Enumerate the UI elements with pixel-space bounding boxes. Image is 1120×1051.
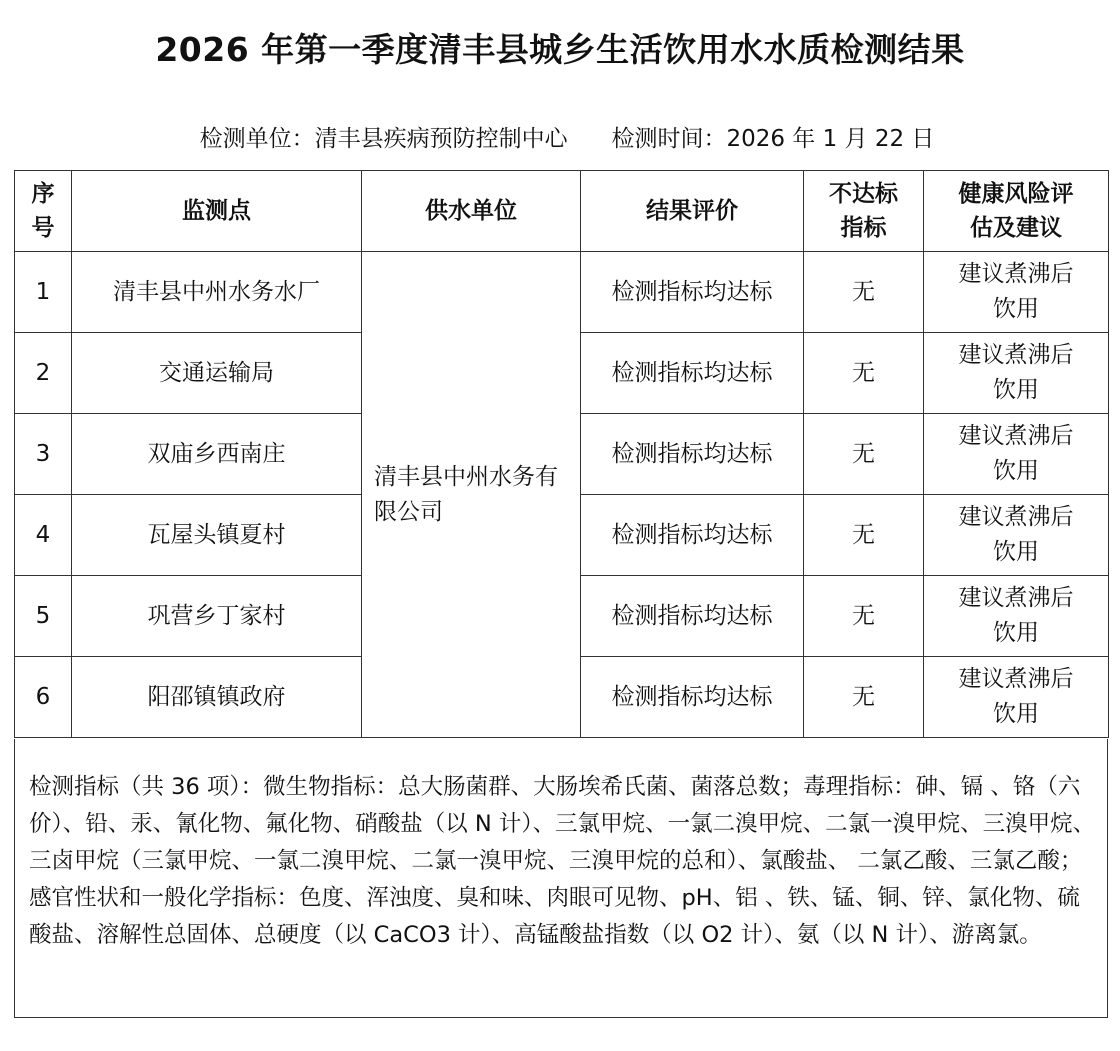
row-risk: 建议煮沸后 饮用 xyxy=(924,414,1109,495)
row-fail: 无 xyxy=(804,333,924,414)
row-risk: 建议煮沸后 饮用 xyxy=(924,252,1109,333)
row-result: 检测指标均达标 xyxy=(581,333,804,414)
row-site: 双庙乡西南庄 xyxy=(72,414,362,495)
row-result: 检测指标均达标 xyxy=(581,414,804,495)
row-fail: 无 xyxy=(804,252,924,333)
row-index: 5 xyxy=(15,576,72,657)
row-fail: 无 xyxy=(804,657,924,738)
row-site: 清丰县中州水务水厂 xyxy=(72,252,362,333)
row-index: 2 xyxy=(15,333,72,414)
row-fail: 无 xyxy=(804,495,924,576)
testing-date: 检测时间：2026 年 1 月 22 日 xyxy=(611,126,935,152)
row-index: 6 xyxy=(15,657,72,738)
supplier-cell: 清丰县中州水务有限公司 xyxy=(362,252,581,738)
header-supplier: 供水单位 xyxy=(362,171,581,252)
row-result: 检测指标均达标 xyxy=(581,576,804,657)
header-row xyxy=(15,171,1109,252)
results-table xyxy=(14,170,1109,738)
row-result: 检测指标均达标 xyxy=(581,252,804,333)
row-index: 3 xyxy=(15,414,72,495)
row-risk: 建议煮沸后 饮用 xyxy=(924,333,1109,414)
header-index: 序 号 xyxy=(15,171,72,252)
row-index: 1 xyxy=(15,252,72,333)
test-indicators-note: 检测指标（共 36 项）：微生物指标：总大肠菌群、大肠埃希氏菌、菌落总数；毒理指标：砷、镉 、铬（六价）、铅、汞、氰化物、氟化物、硝酸盐（以 N 计）、三氯甲烷、一氯二溴甲烷、二氯一溴甲烷、三溴甲烷、三卤甲烷（三氯甲烷、一氯二溴甲烷、二氯一溴甲烷、三溴甲烷的总和）、氯酸盐、 二氯乙酸、三氯乙酸；感官性状和一般化学指标：色度、浑浊度、臭和味、肉眼可见物、pH、铝 、铁、锰、铜、锌、氯化物、硫酸盐、溶解性总固体、总硬度（以 CaCO3 计）、高锰酸盐指数（以 O2 计）、氨（以 N 计）、游离氯。 xyxy=(14,739,1108,1018)
row-site: 交通运输局 xyxy=(72,333,362,414)
header-site: 监测点 xyxy=(72,171,362,252)
testing-unit: 检测单位：清丰县疾病预防控制中心 xyxy=(199,126,568,152)
row-site: 阳邵镇镇政府 xyxy=(72,657,362,738)
row-fail: 无 xyxy=(804,414,924,495)
report-meta xyxy=(0,120,1120,153)
row-risk: 建议煮沸后 饮用 xyxy=(924,576,1109,657)
row-site: 瓦屋头镇夏村 xyxy=(72,495,362,576)
header-risk: 健康风险评 估及建议 xyxy=(924,171,1109,252)
page-title: 2026 年第一季度清丰县城乡生活饮用水水质检测结果 xyxy=(155,30,965,69)
row-risk: 建议煮沸后 饮用 xyxy=(924,657,1109,738)
row-site: 巩营乡丁家村 xyxy=(72,576,362,657)
row-index: 4 xyxy=(15,495,72,576)
row-result: 检测指标均达标 xyxy=(581,495,804,576)
header-result: 结果评价 xyxy=(581,171,804,252)
row-fail: 无 xyxy=(804,576,924,657)
table-row xyxy=(15,252,1109,333)
row-risk: 建议煮沸后 饮用 xyxy=(924,495,1109,576)
row-result: 检测指标均达标 xyxy=(581,657,804,738)
header-fail: 不达标 指标 xyxy=(804,171,924,252)
